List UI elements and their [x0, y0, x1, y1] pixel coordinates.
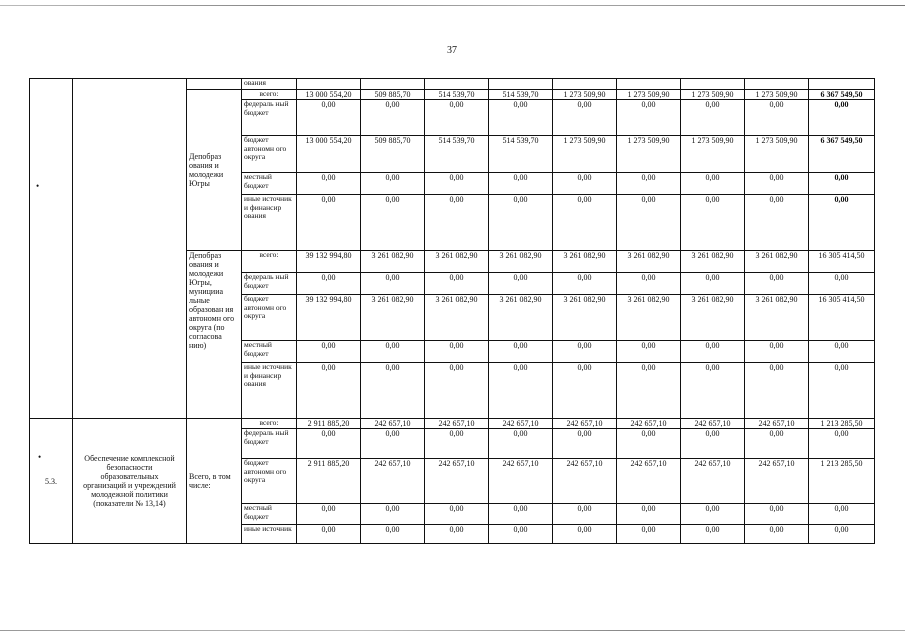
value-cell: 1 273 509,90	[681, 136, 745, 173]
value-cell: 509 885,70	[361, 90, 425, 100]
table-body	[30, 79, 875, 544]
value-cell: 242 657,10	[425, 419, 489, 429]
value-cell: 0,00	[809, 363, 875, 419]
value-cell: 0,00	[297, 100, 361, 136]
value-cell: 1 273 509,90	[681, 90, 745, 100]
value-cell: 0,00	[553, 100, 617, 136]
value-cell: 0,00	[745, 195, 809, 251]
value-cell: 3 261 082,90	[361, 251, 425, 273]
value-cell: 0,00	[681, 273, 745, 295]
value-cell: 242 657,10	[681, 419, 745, 429]
value-cell: 0,00	[361, 195, 425, 251]
value-cell: 0,00	[489, 195, 553, 251]
value-cell: 242 657,10	[681, 459, 745, 504]
page-number: 37	[447, 45, 457, 56]
item-number: 5.3.	[30, 419, 73, 544]
source-cell: федераль ный бюджет	[242, 100, 297, 136]
value-cell: 2 911 885,20	[297, 419, 361, 429]
value-cell: 3 261 082,90	[425, 295, 489, 341]
executor-cell: Депобраз ования и молодежи Югры	[187, 90, 242, 251]
value-cell: 0,00	[297, 273, 361, 295]
value-cell: 0,00	[489, 504, 553, 525]
value-cell: 13 000 554,20	[297, 90, 361, 100]
value-cell: 242 657,10	[489, 419, 553, 429]
executor-cell	[187, 79, 242, 90]
value-cell: 0,00	[617, 525, 681, 544]
value-cell: 0,00	[489, 100, 553, 136]
value-cell: 1 273 509,90	[617, 136, 681, 173]
value-cell: 0,00	[617, 341, 681, 363]
value-cell: 0,00	[809, 173, 875, 195]
value-cell: 0,00	[553, 525, 617, 544]
value-cell: 0,00	[809, 525, 875, 544]
value-cell: 0,00	[489, 429, 553, 459]
value-cell: 13 000 554,20	[297, 136, 361, 173]
value-cell: 3 261 082,90	[553, 295, 617, 341]
value-cell: 242 657,10	[553, 419, 617, 429]
value-cell: 0,00	[681, 173, 745, 195]
value-cell: 3 261 082,90	[425, 251, 489, 273]
value-cell: 0,00	[553, 363, 617, 419]
value-cell: 6 367 549,50	[809, 136, 875, 173]
scan-edge-bottom	[0, 630, 905, 631]
value-cell: 0,00	[745, 341, 809, 363]
value-cell: 0,00	[553, 429, 617, 459]
value-cell: 0,00	[361, 100, 425, 136]
value-cell: 242 657,10	[553, 459, 617, 504]
value-cell: 0,00	[553, 273, 617, 295]
source-cell: всего:	[242, 90, 297, 100]
value-cell: 0,00	[297, 525, 361, 544]
value-cell: 0,00	[809, 504, 875, 525]
value-cell: 0,00	[425, 195, 489, 251]
value-cell: 0,00	[809, 195, 875, 251]
source-cell: иные источник и финансир ования	[242, 363, 297, 419]
margin-mark: •	[36, 181, 40, 191]
value-cell: 242 657,10	[617, 419, 681, 429]
value-cell: 39 132 994,80	[297, 295, 361, 341]
source-cell: всего:	[242, 251, 297, 273]
value-cell: 0,00	[553, 504, 617, 525]
executor-cell: Депобраз ования и молодежи Югры, муницииа льные образован ия автономн ого округа (по согласова нию)	[187, 251, 242, 419]
value-cell: 242 657,10	[617, 459, 681, 504]
value-cell: 0,00	[809, 273, 875, 295]
value-cell: 0,00	[681, 363, 745, 419]
value-cell: 0,00	[617, 195, 681, 251]
value-cell: 1 213 285,50	[809, 419, 875, 429]
value-cell: 3 261 082,90	[617, 251, 681, 273]
source-cell: бюджет автономн ого округа	[242, 295, 297, 341]
value-cell: 0,00	[361, 525, 425, 544]
value-cell: 242 657,10	[745, 419, 809, 429]
value-cell: 0,00	[809, 429, 875, 459]
value-cell: 0,00	[425, 429, 489, 459]
value-cell: 0,00	[489, 525, 553, 544]
value-cell: 0,00	[425, 363, 489, 419]
value-cell: 0,00	[425, 273, 489, 295]
value-cell: 0,00	[617, 100, 681, 136]
value-cell: 0,00	[681, 341, 745, 363]
value-cell: 0,00	[681, 195, 745, 251]
value-cell: 3 261 082,90	[489, 295, 553, 341]
value-cell: 0,00	[297, 173, 361, 195]
executor-cell: Всего, в том числе:	[187, 419, 242, 544]
scan-edge-top	[0, 5, 905, 6]
value-cell: 242 657,10	[361, 419, 425, 429]
source-cell: иные источник	[242, 525, 297, 544]
table-row	[30, 419, 875, 429]
value-cell: 0,00	[553, 173, 617, 195]
source-cell: федераль ный бюджет	[242, 429, 297, 459]
value-cell: 0,00	[745, 504, 809, 525]
value-cell: 3 261 082,90	[489, 251, 553, 273]
value-cell: 1 213 285,50	[809, 459, 875, 504]
value-cell: 0,00	[489, 363, 553, 419]
value-cell: 0,00	[553, 195, 617, 251]
value-cell: 0,00	[489, 173, 553, 195]
value-cell: 3 261 082,90	[681, 251, 745, 273]
value-cell: 0,00	[617, 173, 681, 195]
value-cell: 0,00	[809, 341, 875, 363]
source-cell: ования	[242, 79, 297, 90]
value-cell: 0,00	[681, 504, 745, 525]
value-cell: 242 657,10	[489, 459, 553, 504]
value-cell: 0,00	[297, 195, 361, 251]
source-cell: бюджет автономн ого округа	[242, 459, 297, 504]
value-cell: 0,00	[425, 504, 489, 525]
value-cell: 3 261 082,90	[361, 295, 425, 341]
value-cell: 0,00	[745, 525, 809, 544]
source-cell: местный бюджет	[242, 341, 297, 363]
source-cell: местный бюджет	[242, 504, 297, 525]
source-cell: федераль ный бюджет	[242, 273, 297, 295]
value-cell: 3 261 082,90	[745, 251, 809, 273]
value-cell: 1 273 509,90	[553, 90, 617, 100]
value-cell: 2 911 885,20	[297, 459, 361, 504]
value-cell: 0,00	[681, 100, 745, 136]
value-cell: 514 539,70	[425, 90, 489, 100]
value-cell: 0,00	[361, 504, 425, 525]
value-cell: 0,00	[745, 173, 809, 195]
margin-mark: •	[38, 452, 42, 462]
source-cell: местный бюджет	[242, 173, 297, 195]
number-cell	[30, 79, 73, 419]
value-cell: 0,00	[489, 273, 553, 295]
value-cell: 16 305 414,50	[809, 295, 875, 341]
value-cell: 0,00	[617, 363, 681, 419]
value-cell: 0,00	[489, 341, 553, 363]
value-cell: 242 657,10	[361, 459, 425, 504]
table-row	[30, 79, 875, 90]
value-cell: 0,00	[297, 429, 361, 459]
value-cell: 1 273 509,90	[745, 136, 809, 173]
value-cell: 16 305 414,50	[809, 251, 875, 273]
source-cell: всего:	[242, 419, 297, 429]
item-title: Обеспечение комплексной безопасности образовательных организаций и учреждений молодежной политики (показатели № 13,14)	[73, 419, 187, 544]
value-cell: 0,00	[297, 504, 361, 525]
value-cell: 0,00	[361, 273, 425, 295]
value-cell: 0,00	[745, 363, 809, 419]
value-cell: 0,00	[425, 341, 489, 363]
value-cell: 0,00	[553, 341, 617, 363]
value-cell: 0,00	[425, 525, 489, 544]
value-cell: 1 273 509,90	[553, 136, 617, 173]
value-cell: 3 261 082,90	[681, 295, 745, 341]
value-cell: 0,00	[425, 173, 489, 195]
value-cell: 3 261 082,90	[745, 295, 809, 341]
source-cell: иные источник и финансир ования	[242, 195, 297, 251]
title-cell	[73, 79, 187, 419]
value-cell: 514 539,70	[425, 136, 489, 173]
value-cell: 0,00	[297, 341, 361, 363]
value-cell: 0,00	[361, 341, 425, 363]
source-cell: бюджет автономн ого округа	[242, 136, 297, 173]
value-cell: 1 273 509,90	[617, 90, 681, 100]
value-cell: 509 885,70	[361, 136, 425, 173]
value-cell: 39 132 994,80	[297, 251, 361, 273]
value-cell: 0,00	[617, 273, 681, 295]
value-cell: 0,00	[745, 100, 809, 136]
value-cell: 0,00	[425, 100, 489, 136]
value-cell: 242 657,10	[745, 459, 809, 504]
value-cell: 242 657,10	[425, 459, 489, 504]
value-cell: 0,00	[617, 429, 681, 459]
value-cell: 3 261 082,90	[617, 295, 681, 341]
value-cell: 0,00	[681, 525, 745, 544]
value-cell: 0,00	[297, 363, 361, 419]
value-cell: 1 273 509,90	[745, 90, 809, 100]
value-cell: 3 261 082,90	[553, 251, 617, 273]
value-cell: 0,00	[809, 100, 875, 136]
value-cell: 514 539,70	[489, 136, 553, 173]
budget-table	[29, 78, 875, 544]
value-cell: 0,00	[617, 504, 681, 525]
value-cell: 0,00	[745, 429, 809, 459]
value-cell: 0,00	[361, 429, 425, 459]
value-cell: 0,00	[361, 363, 425, 419]
value-cell: 514 539,70	[489, 90, 553, 100]
value-cell: 0,00	[361, 173, 425, 195]
value-cell: 0,00	[745, 273, 809, 295]
value-cell: 0,00	[681, 429, 745, 459]
value-cell: 6 367 549,50	[809, 90, 875, 100]
